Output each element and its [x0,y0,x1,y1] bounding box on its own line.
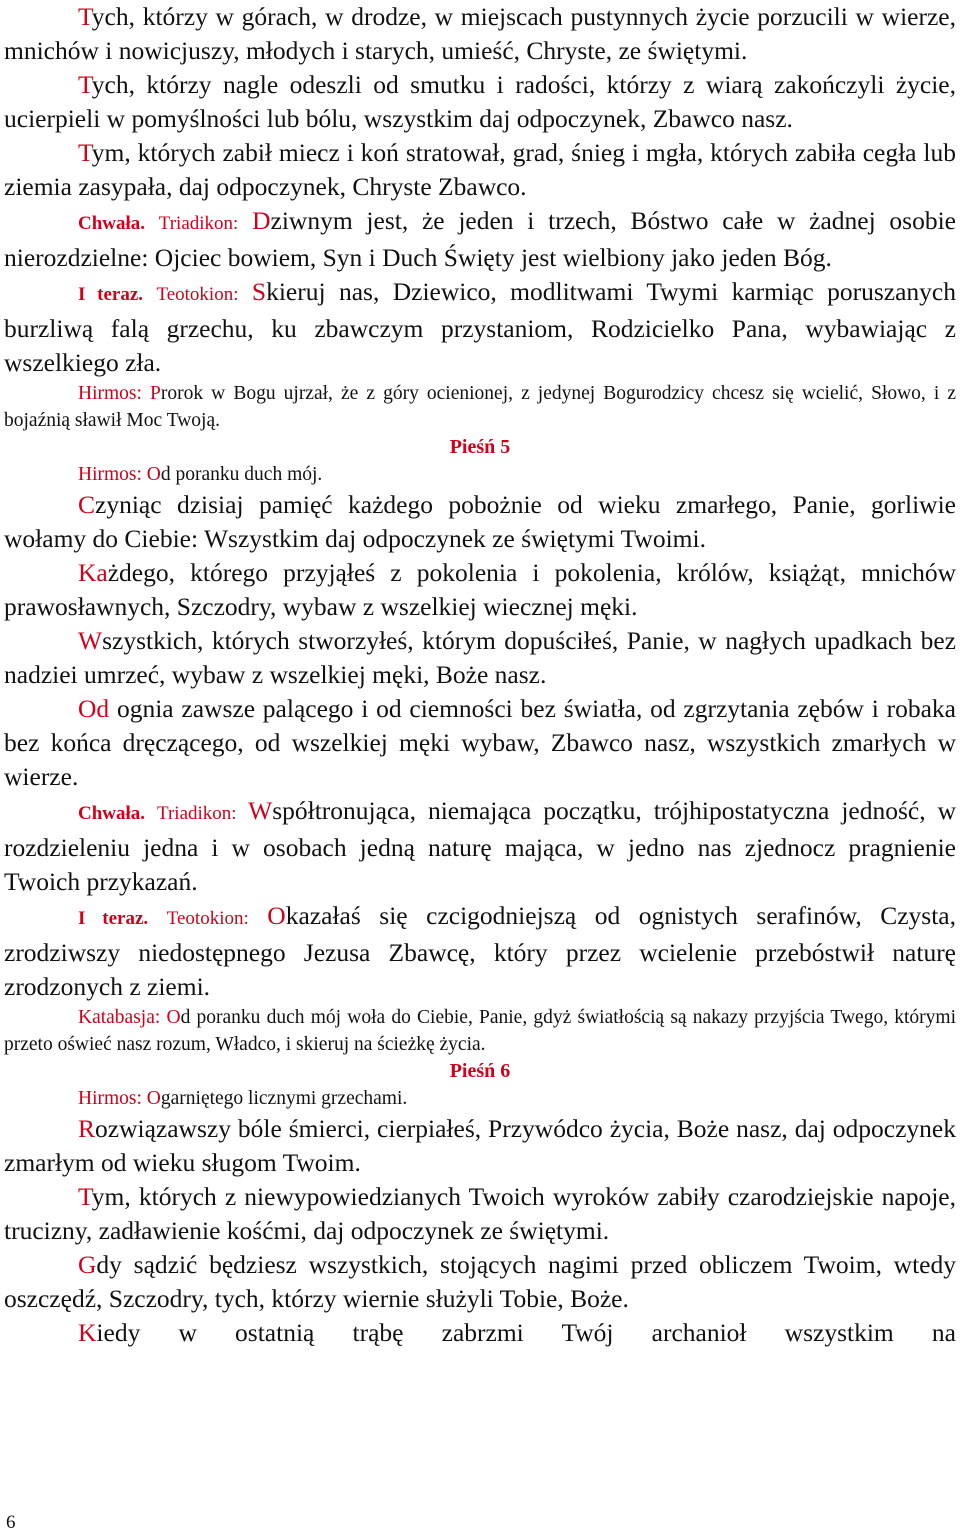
triadikon-paragraph [4,794,956,899]
document-page [4,0,956,1350]
teotokion-paragraph [4,275,956,380]
glory-prefix: Chwała. [78,803,146,824]
paragraph-text: szystkich, których stworzyłeś, którym dopuściłeś, Panie, w nagłych upadkach bez nadziei umrzeć, wybaw z wszelkiej męki, Boże nasz. [4,626,956,689]
section-label: Triadikon: [158,213,239,234]
initial-letter: C [78,490,96,519]
paragraph-text: d poranku duch mój. [160,464,323,485]
initial-letter: R [78,1114,96,1143]
now-prefix: I teraz. [78,908,149,929]
initial-letter: W [248,796,273,825]
paragraph-text: d poranku duch mój woła do Ciebie, Panie, gdyż światłością są nakazy przyjścia Twego, którymi przeto oświeć nasz rozum, Władco, i skieruj na ścieżkę życia. [4,1007,957,1055]
paragraph-text: garniętego licznymi grzechami. [160,1088,408,1109]
paragraph-18 [4,1112,956,1180]
hirmos-paragraph [4,1085,956,1112]
paragraph-text: ziwnym jest, że jeden i trzech, Bóstwo całe w żadnej osobie nierozdzielne: Ojciec bowiem, Syn i Duch Święty jest wielbiony jako jeden Bóg. [4,206,957,272]
initial-letter: G [78,1250,97,1279]
triadikon-paragraph [4,204,956,275]
initial-letter: T [78,138,92,167]
initial-letter: O [146,464,161,485]
paragraph-text: ognia zawsze palącego i od ciemności bez światła, od zgrzytania zębów i robaka bez końca dręczącego, od wszelkiej męki wybaw, Zbawco nasz, wszystkich zmarłych w wierze. [4,694,956,791]
initial-letter: O [267,901,286,930]
initial-letter: Od [78,694,110,723]
paragraph-19 [4,1180,956,1248]
initial-letter: O [146,1088,161,1109]
paragraph-11 [4,624,956,692]
paragraph-text: ozwiązawszy bóle śmierci, cierpiałeś, Przywódco życia, Boże nasz, daj odpoczynek zmarłym od wieku sługom Twoim. [4,1114,956,1177]
initial-letter: W [78,626,103,655]
katabasja-paragraph [4,1004,956,1058]
section-label: Teotokion: [156,284,239,305]
section-label: Hirmos: [78,464,142,485]
paragraph-10 [4,556,956,624]
initial-letter: S [251,277,267,306]
paragraph-text: zyniąc dzisiaj pamięć każdego pobożnie od wieku zmarłego, Panie, gorliwie wołamy do Ciebie: Wszystkim daj odpoczynek ze świętymi Twoimi. [4,490,956,553]
section-label: Hirmos: [78,383,142,404]
teotokion-paragraph [4,899,956,1004]
now-prefix: I teraz. [78,284,144,305]
paragraph-text: kieruj nas, Dziewico, modlitwami Twymi karmiąc poruszanych burzliwą falą grzechu, ku zbawczym przystaniom, Rodzicielko Pana, wybawiając z wszelkiego zła. [4,277,956,377]
initial-letter: D [252,206,271,235]
paragraph-12 [4,692,956,794]
section-label: Hirmos: [78,1088,142,1109]
paragraph-text: rorok w Bogu ujrzał, że z góry ocienionej, z jedynej Bogurodzicy chcesz się wcielić, Słowo, i z bojaźnią sławił Moc Twoją. [4,383,957,431]
initial-letter: T [78,1182,92,1211]
initial-letter: T [78,2,92,31]
paragraph-text: ych, którzy nagle odeszli od smutku i radości, którzy z wiarą zakończyli życie, ucierpieli w pomyślności lub bólu, wszystkim daj odpoczynek, Zbawco nasz. [4,70,956,133]
page-number: 6 [6,1512,16,1533]
paragraph-text: ym, których zabił miecz i koń stratował, grad, śnieg i mgła, których zabiła cegła lub ziemia zasypała, daj odpoczynek, Chryste Zbawco. [4,138,956,201]
paragraph-20 [4,1248,956,1316]
paragraph-text: ych, którzy w górach, w drodze, w miejscach pustynnych życie porzucili w wierze, mnichów i nowicjuszy, młodych i starych, umieść, Chryste, ze świętymi. [4,2,956,65]
section-label: Teotokion: [166,908,249,929]
initial-letter: P [150,383,161,404]
hirmos-paragraph [4,461,956,488]
initial-letter: K [78,1318,97,1347]
section-label: Triadikon: [157,803,237,824]
paragraph-9 [4,488,956,556]
paragraph-3 [4,136,956,204]
paragraph-1 [4,0,956,68]
paragraph-21 [4,1316,956,1350]
paragraph-text: ym, których z niewypowiedzianych Twoich wyroków zabiły czarodziejskie napoje, trucizny, zadławienie kośćmi, daj odpoczynek ze świętymi. [4,1182,956,1245]
initial-letter: Ka [78,558,108,587]
paragraph-text: dy sądzić będziesz wszystkich, stojących nagimi przed obliczem Twoim, wtedy oszczędź, Szczodry, tych, którzy wiernie służyli Tobie, Boże. [4,1250,956,1313]
paragraph-text: żdego, którego przyjąłeś z pokolenia i pokolenia, królów, książąt, mnichów prawosławnych, Szczodry, wybaw z wszelkiej wiecznej męki. [4,558,956,621]
initial-letter: T [78,70,92,99]
ode-heading: Pieśń 6 [449,1060,511,1082]
initial-letter: O [166,1007,181,1028]
glory-prefix: Chwała. [78,213,146,234]
paragraph-text: spółtronująca, niemająca początku, trójhipostatyczna jedność, w rozdzieleniu jedna i w osobach jedną naturę mająca, w jedno nas zjednocz pragnienie Twoich przykazań. [4,796,957,896]
paragraph-text: kazałaś się czcigodniejszą od ognistych serafinów, Czysta, zrodziwszy niedostępnego Jezusa Zbawcę, który przez wcielenie przebóstwił naturę zrodzonych z ziemi. [4,901,956,1001]
section-label: Katabasja: [78,1007,161,1028]
ode-heading: Pieśń 5 [449,436,511,458]
paragraph-text: iedy w ostatnią trąbę zabrzmi Twój archanioł wszystkim na [96,1318,956,1347]
paragraph-2 [4,68,956,136]
hirmos-paragraph [4,380,956,434]
